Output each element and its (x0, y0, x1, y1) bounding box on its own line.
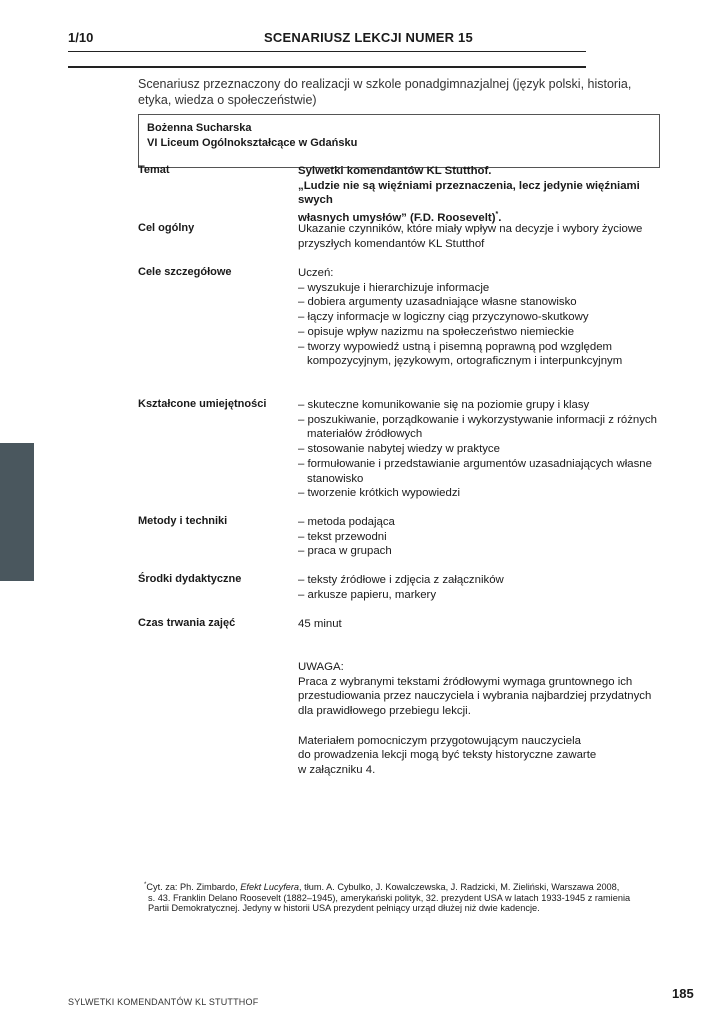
note-heading: UWAGA: (298, 661, 344, 673)
temat-line-3-end: . (498, 211, 502, 224)
temat-line-1: Sylwetki komendantów KL Stutthof. (298, 165, 492, 177)
note-line: do prowadzenia lekcji mogą być teksty historyczne zawarte (298, 749, 597, 762)
value-metody (298, 515, 663, 559)
label-cel-ogolny: Cel ogólny (138, 222, 195, 234)
temat-line-2: „Ludzie nie są więźniami przeznaczenia, lecz jedynie więźniami swych (298, 179, 640, 207)
page-number: 185 (672, 986, 694, 1001)
note-line: Materiałem pomocniczym przygotowującym nauczyciela (298, 734, 581, 747)
header-rule-bottom (68, 66, 586, 68)
list-item: – dobiera argumenty uzasadniające własne stanowisko (298, 296, 577, 309)
label-umiejetnosci: Kształcone umiejętności (138, 398, 267, 410)
list-item: – skuteczne komunikowanie się na poziomie grupy i klasy (298, 399, 590, 411)
footnote-mark: * (144, 882, 147, 888)
footnote-pre: Cyt. za: Ph. Zimbardo, (146, 882, 241, 893)
temat-line-3-text: własnych umysłów” (F.D. Roosevelt) (298, 211, 496, 224)
list-item: – wyszukuje i hierarchizuje informacje (298, 281, 490, 294)
value-temat (298, 164, 663, 226)
value-cele-szczegolowe (298, 266, 663, 369)
author-school: VI Liceum Ogólnokształcące w Gdańsku (147, 137, 358, 149)
cel-line-2: przyszłych komendantów KL Stutthof (298, 237, 485, 250)
label-cele-szczegolowe: Cele szczegółowe (138, 266, 232, 278)
footnote-book-title: Efekt Lucyfera (240, 882, 300, 893)
footnote (144, 880, 664, 914)
label-temat: Temat (138, 164, 170, 176)
label-metody: Metody i techniki (138, 515, 228, 527)
note-spacer (298, 719, 663, 734)
list-item: – praca w grupach (298, 545, 392, 558)
list-item: – tworzenie krótkich wypowiedzi (298, 487, 461, 500)
list-item: – poszukiwanie, porządkowanie i wykorzystywanie informacji z różnych (298, 413, 657, 426)
list-item: – łączy informacje w logiczny ciąg przyczynowo-skutkowy (298, 311, 589, 324)
footnote-line-3: Partii Demokratycznej. Jedyny w historii USA prezydent pełniący urząd dłużej niż dwie kadencje. (148, 903, 540, 914)
footnote-line-1 (144, 880, 664, 893)
list-item-continuation: stanowisko (307, 472, 364, 485)
value-cel-ogolny (298, 222, 663, 251)
list-item-continuation: materiałów źródłowych (307, 428, 423, 441)
temat-footnote-mark: * (495, 211, 499, 219)
footnote-line-2: s. 43. Franklin Delano Roosevelt (1882–1945), amerykański polityk, 32. prezydent USA w latach 1933-1945 z ramienia (148, 892, 631, 903)
list-item: – tekst przewodni (298, 530, 387, 543)
note-line: przestudiowania przez nauczyciela i wybrania najbardziej przydatnych (298, 690, 652, 703)
author-name: Bożenna Sucharska (147, 122, 252, 134)
list-item: – arkusze papieru, markery (298, 588, 437, 601)
list-item: – opisuje wpływ nazizmu na społeczeństwo niemieckie (298, 325, 575, 338)
cele-intro: Uczeń: (298, 267, 334, 279)
list-item: – tworzy wypowiedź ustną i pisemną poprawną pod względem (298, 340, 613, 353)
list-item: – formułowanie i przedstawianie argumentów uzasadniających własne (298, 457, 652, 470)
side-tab (0, 443, 34, 581)
value-czas: 45 minut (298, 618, 342, 630)
page-counter: 1/10 (68, 30, 94, 45)
intro-text: Scenariusz przeznaczony do realizacji w szkole ponadgimnazjalnej (język polski, historia, etyka, wiedza o społeczeństwie) (138, 77, 632, 107)
header-rule-top (68, 51, 586, 52)
label-srodki: Środki dydaktyczne (138, 573, 242, 585)
note-line: dla prawidłowego przebiegu lekcji. (298, 705, 471, 718)
author-box (138, 114, 660, 168)
note-line: Praca z wybranymi tekstami źródłowymi wymaga gruntownego ich (298, 675, 633, 688)
list-item: – stosowanie nabytej wiedzy w praktyce (298, 443, 500, 456)
document-title: SCENARIUSZ LEKCJI NUMER 15 (264, 30, 473, 45)
list-item: – teksty źródłowe i zdjęcia z załączników (298, 574, 504, 586)
note-line: w załączniku 4. (298, 763, 376, 776)
cel-line-1: Ukazanie czynników, które miały wpływ na decyzje i wybory życiowe (298, 223, 643, 235)
value-umiejetnosci (298, 398, 663, 501)
footnote-post: , tłum. A. Cybulko, J. Kowalczewska, J. Radzicki, M. Zieliński, Warszawa 2008, (299, 882, 620, 893)
list-item: – metoda podająca (298, 516, 395, 528)
running-footer: SYLWETKI KOMENDANTÓW KL STUTTHOF (68, 997, 259, 1007)
list-item-continuation: kompozycyjnym, językowym, ortograficznym i interpunkcyjnym (307, 355, 623, 368)
note-block (298, 660, 663, 778)
value-srodki (298, 573, 663, 602)
label-czas: Czas trwania zajęć (138, 617, 236, 629)
